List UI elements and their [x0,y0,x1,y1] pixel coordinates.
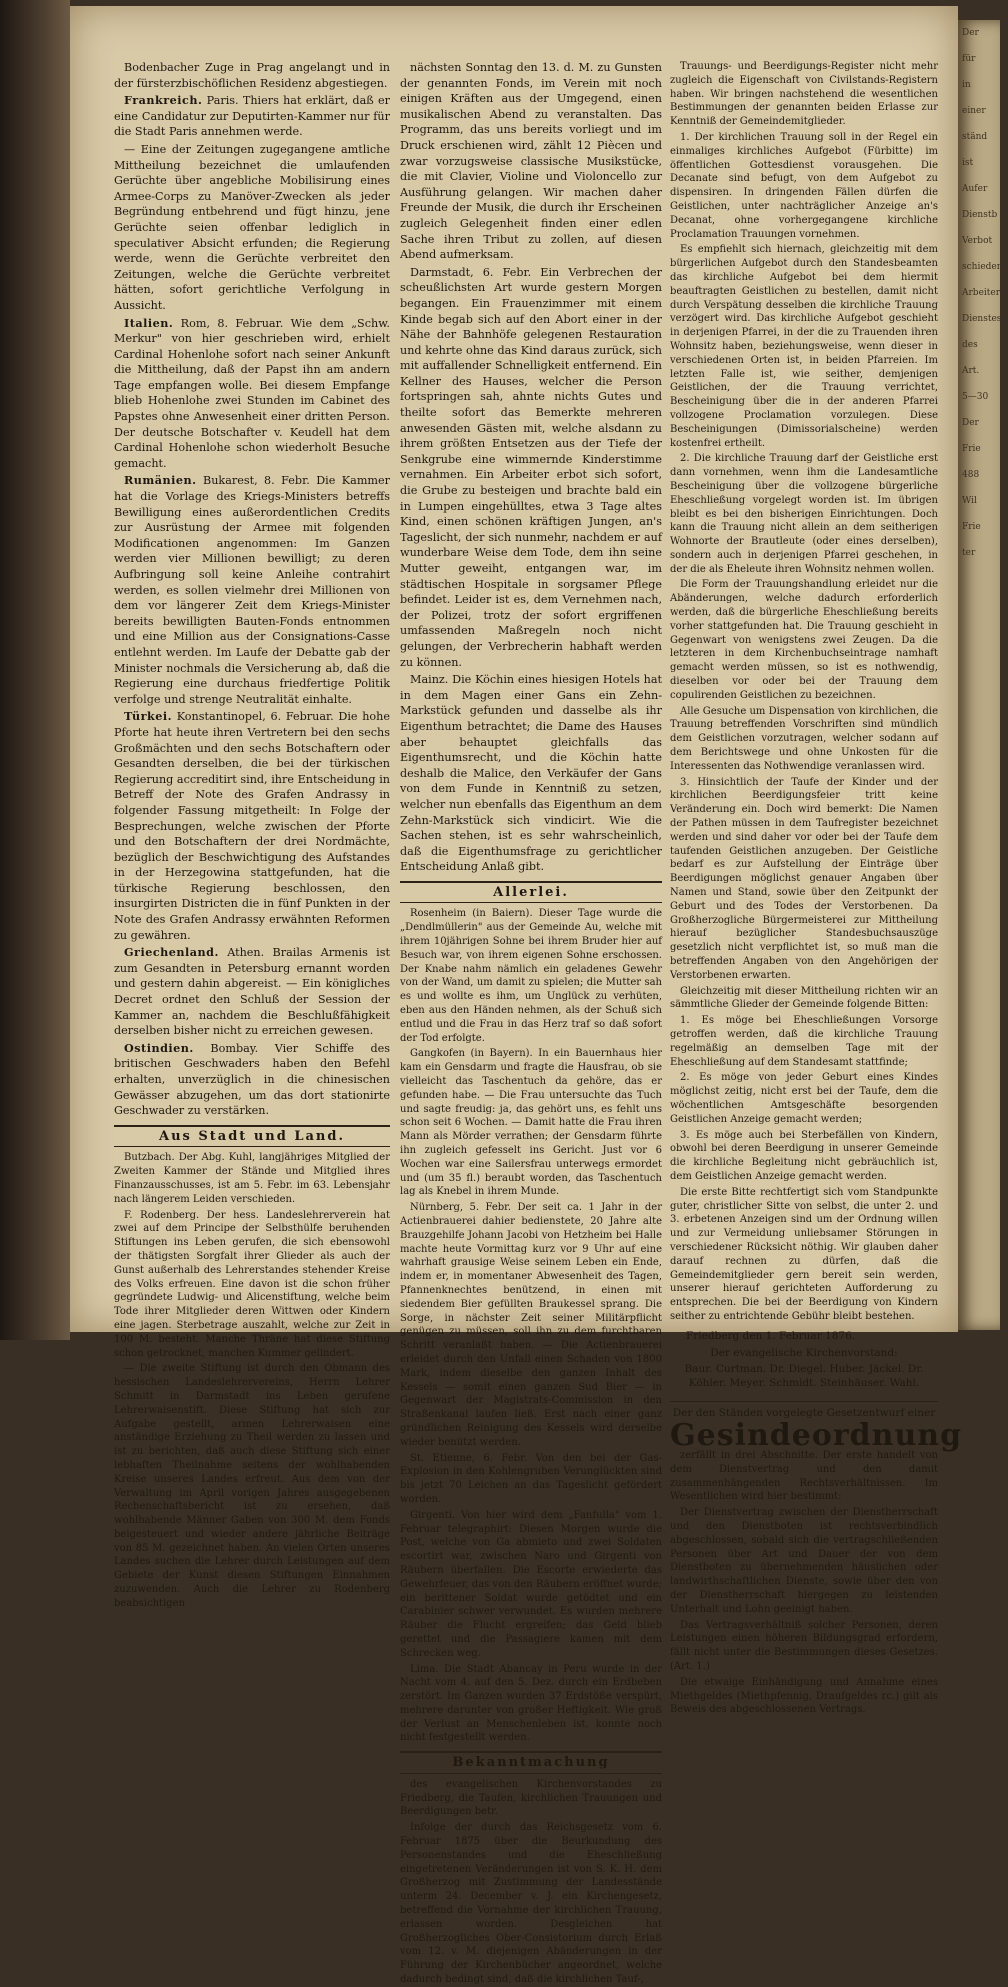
signature-names: Baur. Curtman. Dr. Diegel. Huber. Jäckel. Dr. Köhler. Meyer. Schmidt. Steinhäuser. Wahl. [684,1363,924,1390]
column-right [670,60,963,1716]
article-text: Mainz. Die Köchin eines hiesigen Hotels hat in dem Magen einer Gans ein Zehn-Markstück gefunden und dasselbe als ihr Eigenthum betrachtet; die Dame des Hauses aber behauptet gleichfalls das Eigenthumsrecht, und die Köchin hatte deshalb die Malice, den Verkäufer der Gans von dem Funde in Kenntniß zu setzen, welcher nun ebenfalls das Eigenthum an dem Zehn-Markstück sich vindicirt. Wie die Sachen stehen, ist es sehr wahrscheinlich, daß die Eigenthumsfrage zu gerichtlicher Entscheidung Anlaß gibt. [400,673,662,874]
adjacent-page-edge [958,20,1008,1330]
edge-fragment: Frie [962,522,981,532]
signature-date: Friedberg den 1. Februar 1876. [686,1329,856,1342]
article-text: Konstantinopel, 6. Februar. Die hohe Pforte hat heute ihren Vertretern bei den sechs Großmächten und den sechs Botschaftern oder Gesandten derselben, die bei der türkischen Regierung accreditirt sind, ihre Entscheidung in Betreff der Note des Grafen Andrassy in folgender Fassung mitgetheilt: In Folge der Besprechungen, welche zwischen der Pforte und den Botschaftern der drei Nordmächte, bezüglich der Beschwichtigung des Aufstandes in der Herzegowina stattgefunden, hat die türkische Regierung beschlossen, den insurgirten Districten die in fünf Punkten in der Note des Grafen Andrassy erwähnten Reformen zu gewähren. [114,710,390,942]
gesindeordnung-intro: Der den Ständen vorgelegte Gesetzentwurf einer [670,1401,938,1422]
article-text: Das Vertragsverhältniß solcher Personen, deren Leistungen einen höheren Bildungsgrad erfordern, fällt nicht unter die Bestimmungen dieses Gesetzes. (Art. 1.) [670,1619,938,1673]
section-heading-allerlei: Allerlei. [400,881,662,904]
signature-org: Der evangelische Kirchenvorstand: [710,1346,898,1359]
column-left [114,60,390,1609]
article-text: 1. Der kirchlichen Trauung soll in der Regel ein einmaliges kirchliches Aufgebot (Fürbitte) im öffentlichen Gottesdienst vorausgehen. Die Decanate sind befugt, von dem Aufgebot zu dispensiren. In dringenden Fällen dürfen die Geistlichen, unter nachträglicher Anzeige an's Decanat, ohne vorhergegangene kirchliche Proclamation Trauungen vornehmen. [670,131,938,240]
edge-fragment: Frie [962,444,981,454]
edge-fragment: ständ [962,132,988,142]
edge-fragment: Der [962,418,979,428]
article-text: Butzbach. Der Abg. Kuhl, langjähriges Mitglied der Zweiten Kammer der Stände und Mitglied ihres Finanzausschusses, ist am 5. Febr. im 63. Lebensjahr nach längerem Leiden verschieden. [114,1152,390,1205]
section-heading: Türkei. [124,709,173,724]
article-text: Trauungs- und Beerdigungs-Register nicht mehr zugleich die Eigenschaft von Civilstands-Registern haben. Wir bringen nachstehend die wesentlichen Bestimmungen der genannten beiden Erlasse zur Kenntniß der Gemeindemitglieder. [670,61,938,128]
article-text: Der Dienstvertrag zwischen der Dienstherrschaft und den Dienstboten ist rechtsverbindlich abgeschlossen, sobald sich die vertragschließenden Personen über Art und Dauer der von dem Dienstboten zu übernehmenden häuslichen oder landwirthschaftlichen Dienste, sowie über den von der Dienstherrschaft hiergegen zu leistenden Unterhalt und Lohn geeinigt haben. [670,1507,938,1615]
section-heading: Griechenland. [124,945,219,960]
edge-fragment: Verbot [962,236,993,246]
book-spine [0,0,70,1340]
article-text: 3. Hinsichtlich der Taufe der Kinder und der kirchlichen Beerdigungsfeier tritt keine Veränderung ein. Doch wird bemerkt: Die Namen der Pathen müssen in dem Taufregister bezeichnet werden und sind daher vor oder bei der Taufe dem taufenden Geistlichen anzugeben. Der Geistliche bedarf es zur Aufstellung der Einträge über Beerdigungen möglichst genauer Angaben über Namen und Stand, sowie über den Zeitpunkt der Geburt und des Todes der Verstorbenen. Da Großherzogliche Bürgermeisterei zur Mittheilung hierauf bezüglicher Standesbuchsauszüge gesetzlich nicht verpflichtet ist, so muß man die betreffenden Angaben von den Angehörigen der Verstorbenen erwarten. [670,776,938,981]
edge-fragment: Dienstb [962,210,998,220]
article-text: Bukarest, 8. Febr. Die Kammer hat die Vorlage des Kriegs-Ministers betreffs Bewilligung eines außerordentlichen Credits zur Ausrüstung der Armee mit folgenden Modificationen angenommen: Im Ganzen werden vier Millionen bewilligt; zu deren Aufbringung soll keine Anleihe contrahirt werden, es sollen vielmehr drei Millionen von dem vor längerer Zeit dem Kriegs-Minister bereits bewilligten Bauten-Fonds entnommen und eine Million aus der Consignations-Casse entlehnt werden. Im Laufe der Debatte gab der Minister nochmals die Versicherung ab, daß die Regierung eine durchaus friedfertige Politik verfolge und strenge Neutralität einhalte. [114,474,390,706]
article-text: 1. Es möge bei Eheschließungen Vorsorge getroffen werden, daß die kirchliche Trauung regelmäßig an demselben Tage mit der Eheschließung auf dem Standesamt stattfinde; [670,1015,938,1068]
newspaper-page [70,6,963,1986]
article-text: — Die zweite Stiftung ist durch den Obmann des hessischen Landeslehrervereins, Herrn Lehrer Schmitt in Darmstadt ins Leben gerufene Lehrerwaisenstift. Diese Stiftung hat sich zur Aufgabe gestellt, armen Lehrerwaisen eine anständige Erziehung zu Theil werden zu lassen und ist zu berichten, daß auch diese Stiftung sich einer lebhaften Theilnahme seitens der wohlhabenden Kreise unseres Landes erfreut. Aus dem von der Verwaltung im April vorigen Jahres ausgegebenen Rechenschaftsbericht ist zu ersehen, daß wohlhabende Männer Gaben von 300 M. dem Fonds beigesteuert und wieder andere jährliche Beiträge von 85 M. gezeichnet haben. An vielen Orten unseres Landes suchen die Lehrer durch Leistungen auf dem Gebiete der Kunst diesen Stiftungen Einnahmen zuzuwenden. Auch die Lehrer zu Rodenberg beabsichtigen [114,1363,390,1609]
section-heading: Frankreich. [124,93,203,108]
article-text: Rosenheim (in Baiern). Dieser Tage wurde die „Dendlmüllerin" aus der Gemeinde Au, welche mit ihrem 10jährigen Sohne bei ihrem Bruder hier auf Besuch war, von ihrem eigenen Sohne erschossen. Der Knabe nahm nämlich ein geladenes Gewehr von der Wand, um damit zu spielen; die Mutter sah es und wollte es ihm, um Unglück zu verhüten, eben aus den Händen nehmen, als der Schuß sich entlud und die Frau in das Herz traf so daß sofort der Tod erfolgte. [400,908,662,1044]
article-text: Infolge der durch das Reichsgesetz vom 6. Februar 1875 über die Beurkundung des Personenstandes und die Eheschließung eingetretenen Veränderungen ist von S. K. H. dem Großherzog mit Zustimmung der Landesstände unterm 24. December v. J. ein Kirchengesetz, betreffend die Vornahme der kirchlichen Trauung, erlassen worden. Desgleichen hat Großherzogliches Ober-Consistorium durch Erlaß vom 12. v. M. diejenigen Abänderungen in der Führung der Kirchenbücher angeordnet, welche dadurch bedingt sind, daß die kirchlichen Tauf-, [400,1822,662,1986]
edge-fragment: Art. [962,366,980,376]
section-heading: Rumänien. [124,473,197,488]
article-tuerkei [114,709,390,943]
article-text: 2. Die kirchliche Trauung darf der Geistliche erst dann vornehmen, wenn ihm die Landesamtliche Bescheinigung über die vollzogene bürgerliche Eheschließung vorgelegt worden ist. Im übrigen bleibt es bei den bisherigen Einrichtungen. Doch kann die Trauung nicht allein an dem seitherigen Wohnorte der Brautleute (oder eines derselben), sondern auch in derjenigen Pfarrei geschehen, in der die als Eheleute ihren Wohnsitz nehmen wollen. [670,453,938,575]
column-middle [400,60,662,1986]
edge-fragment: Dienstes [962,314,1002,324]
section-heading-aus-stadt-und-land: Aus Stadt und Land. [114,1125,390,1148]
article-text: Rom, 8. Februar. Wie dem „Schw. Merkur" von hier geschrieben wird, erhielt Cardinal Hohenlohe sofort nach seiner Ankunft die Mittheilung, daß der Papst ihn am andern Tage empfangen wolle. Bei diesem Empfange blieb Hohenlohe zwei Stunden im Cabinet des Papstes ohne Anwesenheit einer dritten Person. Der deutsche Botschafter v. Keudell hat dem Cardinal Hohenlohe schon wiederholt Besuche gemacht. [114,316,390,470]
article-text: nächsten Sonntag den 13. d. M. zu Gunsten der genannten Fonds, im Verein mit noch einigen Kräften aus der Umgegend, einen musikalischen Abend zu veranstalten. Das Programm, das uns bereits vorliegt und im Druck erschienen wird, zählt 12 Piècen und zwar vorzugsweise classische Musikstücke, die mit Clavier, Violine und Violoncello zur Ausführung gelangen. Wir machen daher Freunde der Musik, die durch ihr Erscheinen zugleich Gelegenheit finden einer edlen Sache ihren Tribut zu zollen, auf diesen Abend aufmerksam. [400,61,662,262]
article-text: Nürnberg, 5. Febr. Der seit ca. 1 Jahr in der Actienbrauerei dahier bedienstete, 20 Jahre alte Brauzgehilfe Johann Jacobi von Hetzheim bei Halle machte heute Vormittag kurz vor 9 Uhr auf eine wahrhaft grausige Weise seinem Leben ein Ende, indem er, in momentaner Abwesenheit des Tagen, Pfannenknechtes benützend, in einen mit siedendem Bier gefüllten Braukessel sprang. Die Sorge, in nächster Zeit seiner Militärpflicht genügen zu müssen, soll ihn zu dem furchtbaren Schritt veranlaßt haben. — Die Actienbrauerei erleidet durch den Unfall einen Schaden von 1800 Mark, indem dieselbe den ganzen Inhalt des Kessels — somit einen ganzen Sud Bier — in Gegenwart der Magistrats-Commission in den Straßenkanal laufen ließ. Erst nach einer ganz gründlichen Reinigung des Kessels wird derselbe wieder benützt werden. [400,1202,662,1448]
article-text: F. Rodenberg. Der hess. Landeslehrerverein hat zwei auf dem Principe der Selbsthülfe beruhenden Stiftungen ins Leben gerufen, die sich ebensowohl der thätigsten Sorgfalt ihrer Glieder als auch der Gunst außerhalb des Lehrerstandes stehender Kreise des Volks erfreuen. Eine davon ist die schon früher gegründete Ludwig- und Alicenstiftung, welche beim Tode ihrer Mitglieder deren Wittwen oder Kindern eine jagen. Sterbetrage auszahlt, welche zur Zeit in 100 M. besteht. Manche Thräne hat diese Stiftung schon getrocknet, manchen Kummer gelindert. [114,1209,390,1359]
article-text: Gleichzeitig mit dieser Mittheilung richten wir an sämmtliche Glieder der Gemeinde folgende Bitten: [670,985,938,1011]
edge-fragment: Wil [962,496,977,506]
article-griechenland [114,945,390,1039]
article-frankreich [114,93,390,140]
article-text: zerfällt in drei Abschnitte. Der erste handelt von dem Dienstvertrag und den damit zusammenhängenden Rechtsverhältnissen. Im Wesentlichen wird hier bestimmt: [670,1450,938,1503]
article-text: — Eine der Zeitungen zugegangene amtliche Mittheilung bezeichnet die umlaufenden Gerüchte über angebliche Mobilisirung eines Armee-Corps zu Manöver-Zwecken als jeder Begründung entbehrend und fügt hinzu, jene Gerüchte seien offenbar lediglich in speculativer Absicht erfunden; die Regierung werde, wenn die Gerüchte verbreitet den Zeitungen, welche die Gerüchte verbreitet hätten, sofort gerichtliche Verfolgung in Aussicht. [114,142,390,312]
article-text: Paris. Thiers hat erklärt, daß er eine Candidatur zur Deputirten-Kammer nur für die Stadt Paris annehmen werde. [114,94,390,139]
edge-fragment: Der [962,28,979,38]
article-text: 3. Es möge auch bei Sterbefällen von Kindern, obwohl bei deren Beerdigung in unserer Gemeinde die kirchliche Begleitung nicht gebräuchlich ist, dem Geistlichen Anzeige gemacht werden. [670,1129,938,1182]
article-text: Athen. Brailas Armenis ist zum Gesandten in Petersburg ernannt worden und gestern dahin abgereist. — Ein königliches Decret ordnet den Schluß der Session der Kammer an, nachdem die Beschlußfähigkeit derselben bisher nicht zu erreichen gewesen. [114,946,390,1038]
article-text: St. Etienne, 6. Febr. Von den bei der Gas-Explosion in den Kohlengruben Verunglückten sind bis jetzt 70 Leichen an das Tageslicht gefördert worden. [400,1452,662,1505]
edge-fragment: schiedene [962,262,1008,272]
article-text: Die etwaige Einhändigung und Annahme eines Miethgeldes (Miethpfennig, Draufgeldes rc.) gilt als Beweis des abgeschlossenen Vertrags. [670,1676,938,1716]
article-text: Bombay. Vier Schiffe des britischen Geschwaders haben den Befehl erhalten, unverzüglich in die chinesischen Gewässer abzugehen, um das dort stationirte Geschwader zu verstärken. [114,1041,390,1118]
edge-fragment: des [962,340,978,350]
section-heading: Italien. [124,315,174,330]
edge-fragment: für [962,54,976,64]
section-heading: Ostindien. [124,1040,194,1055]
article-text: Lima. Die Stadt Abancay in Peru wurde in der Nacht vom 4. auf den 5. Dez. durch ein Erdbeben zerstört. Im Ganzen wurden 37 Erdstöße verspürt, mehrere darunter von großer Heftigkeit. Wie groß der Verlust an Menschenleben ist, konnte noch nicht festgestellt werden. [400,1663,662,1744]
article-text: Girgenti. Von hier wird dem „Fanfulla" vom 1. Februar telegraphirt: Diesen Morgen wurde die Post, welche von Ga abmieto und zwei Soldaten escortirt war, zwischen Naro und Girgenti von Räubern überfallen. Die Escorte erwiederte das Gewehrfeuer, das von den Räubern eröffnet wurde; ein berittener Soldat wurde getödtet und ein Carabinier schwer verwundet. Es wurden mehrere Räuber die Flucht ergreifen; das Geld blieb gerettet und die Passagiere kamen mit dem Schrecken weg. [400,1509,662,1659]
article-text: Die Form der Trauungshandlung erleidet nur die Abänderungen, welche dadurch erforderlich werden, daß die bürgerliche Eheschließung bereits vorher stattgefunden hat. Die Trauung geschieht in Gegenwart von wenigstens zwei Zeugen. Da die letzteren in dem Kirchenbuchseintrage namhaft gemacht werden müssen, so ist es nothwendig, dieselben vor oder bei der Trauung dem copulirenden Geistlichen zu bezeichnen. [670,579,938,701]
gesindeordnung-title: Gesindeordnung [670,1417,963,1453]
article-italien [114,316,390,472]
article-rumaenien [114,473,390,707]
article-text: Die erste Bitte rechtfertigt sich vom Standpunkte guter, christlicher Sitte von selbst, die unter 2. und 3. erbetenen Anzeigen sind um der Ordnung willen und zur Vermeidung unliebsamer Störungen in verschiedener Rücksicht nöthig. Wir glauben daher darauf rechnen zu dürfen, daß die Gemeindemitglieder gern bereit sein werden, unserer hierauf gerichteten Aufforderung zu entsprechen. Die bei der Beerdigung von Kindern seither zu entrichtende Gebühr bleibt bestehen. [670,1186,938,1322]
edge-fragment: ist [962,158,974,168]
edge-fragment: 5—30 [962,392,989,402]
article-text: Bodenbacher Zuge in Prag angelangt und in der fürsterzbischöflichen Residenz abgestiegen. [114,61,390,90]
article-ostindien [114,1041,390,1119]
article-text: 2. Es möge von jeder Geburt eines Kindes möglichst zeitig, nicht erst bei der Taufe, dem die wöchentlichen Amtsgeschäfte besorgenden Geistlichen Anzeige gemacht werden; [670,1072,938,1125]
edge-fragment: in [962,80,971,90]
article-text: Alle Gesuche um Dispensation von kirchlichen, die Trauung betreffenden Vorschriften sind mündlich dem Geistlichen vorzutragen, welcher sodann auf dem Berichtswege und ohne Unkosten für die Interessenten das Nothwendige veranlassen wird. [670,705,938,772]
edge-fragment: einer [962,106,986,116]
edge-fragment: Arbeiter [962,288,1001,298]
article-text: Darmstadt, 6. Febr. Ein Verbrechen der scheußlichsten Art wurde gestern Morgen begangen. Ein Frauenzimmer mit einem Kinde begab sich auf den Abort einer in der Nähe der Bahnhöfe gelegenen Restauration und kehrte ohne das Kind daraus zurück, sich mit auffallender Schnelligkeit entfernend. Ein Kellner des Hauses, welcher die Person fortspringen sah, ahnte nichts Gutes und theilte sofort das Bemerkte mehreren anwesenden Gästen mit, welche alsdann zu ihrem größten Entsetzen aus der Tiefe der Senkgrube eine wimmernde Kinderstimme vernahmen. Ein Arbeiter erbot sich sofort, die Grube zu besteigen und brachte bald ein in Lumpen eingehülltes, etwa 3 Tage altes Kind, einen schönen kräftigen Jungen, an's Tageslicht, der sich nunmehr, nachdem er auf wunderbare Weise dem Tode, dem ihn seine Mutter geweiht, entgangen war, im städtischen Hospitale in sorgsamer Pflege befindet. Leider ist es, dem Vernehmen nach, der Polizei, trotz der sofort ergriffenen umfassenden Maßregeln noch nicht gelungen, der Verbrecherin habhaft werden zu können. [400,265,662,669]
section-heading-bekanntmachung: Bekanntmachung [400,1751,662,1774]
article-text: des evangelischen Kirchenvorstandes zu Friedberg, die Taufen, kirchlichen Trauungen und Beerdigungen betr. [400,1778,662,1818]
edge-fragment: ter [962,548,976,558]
edge-fragment: Aufer [962,184,988,194]
article-text: Gangkofen (in Bayern). In ein Bauernhaus hier kam ein Gensdarm und fragte die Hausfrau, ob sie vielleicht das Taschentuch da gehöre, das er gefunden habe. — Die Frau untersuchte das Tuch und sagte freudig: ja, das gehört uns, es fehlt uns schon seit 6 Wochen. — Damit hatte die Frau ihren Mann als Mörder verrathen; der Gensdarm führte ihn zugleich gefesselt ins Gericht. Just vor 6 Wochen war eine Sailersfrau unterwegs ermordet und (um 35 fl.) beraubt worden, das Taschentuch lag als Knebel in ihrem Munde. [400,1048,662,1198]
article-text: Es empfiehlt sich hiernach, gleichzeitig mit dem bürgerlichen Aufgebot durch den Standesbeamten das kirchliche Aufgebot bei dem hiermit beauftragten Geistlichen zu bestellen, damit nicht durch Verspätung desselben die kirchliche Trauung verzögert wird. Das kirchliche Aufgebot geschieht in derjenigen Pfarrei, in der die zu Trauenden ihren Wohnsitz haben, beziehungsweise, wenn dieser in verschiedenen Orten ist, in beiden Pfarreien. Im letzten Falle ist, wie seither, demjenigen Geistlichen, der die Trauung verrichtet, Bescheinigung über die in der anderen Pfarrei vollzogene Proclamation vorzulegen. Diese Bescheinigungen (Dimissorialscheine) werden kostenfrei ertheilt. [670,244,938,449]
edge-fragment: 488 [962,470,980,480]
